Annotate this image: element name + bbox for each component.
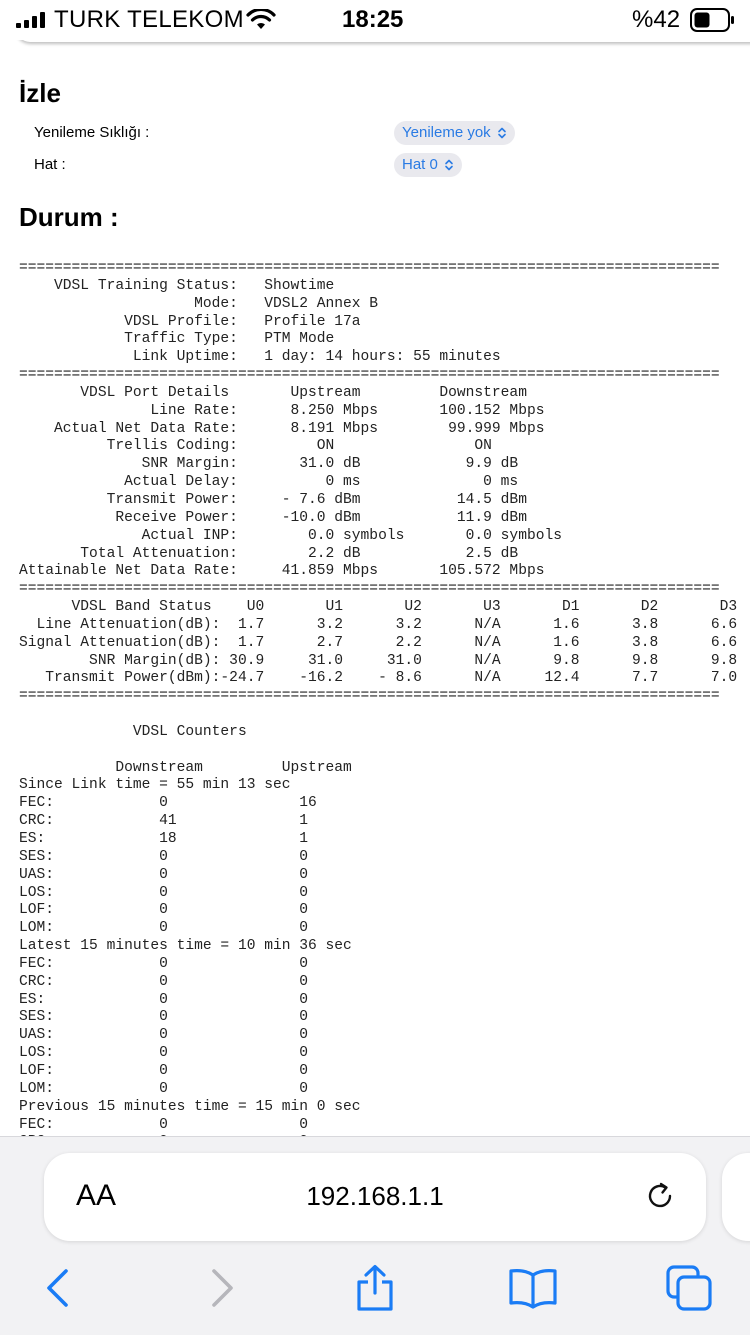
forward-icon (196, 1263, 246, 1313)
bookmarks-icon (508, 1263, 558, 1313)
share-icon (350, 1263, 400, 1313)
status-bar (0, 0, 750, 40)
text-size-label: AA (76, 1179, 117, 1212)
line-label: Hat : (34, 156, 66, 173)
share-button[interactable] (350, 1263, 400, 1313)
bookmarks-button[interactable] (508, 1263, 558, 1313)
back-button[interactable] (34, 1263, 84, 1313)
status-heading: Durum : (19, 202, 119, 232)
address-bar[interactable] (44, 1153, 706, 1241)
battery-icon (690, 8, 736, 32)
tabs-icon (664, 1263, 714, 1313)
chevron-up-down-icon (444, 159, 454, 171)
monitor-heading: İzle (19, 78, 61, 108)
line-select[interactable] (394, 153, 462, 177)
carrier-name: TURK TELEKOM (54, 6, 244, 33)
vdsl-status-report: ================================================================================ VDSL Training Status: Showtime Mode: VDSL2 Annex B VDSL Profile: Profile 17a Traffic Type: PTM Mode Link Uptime: 1 day: 14 hours: 55 minutes ================================================================================ VDSL Port Details Upstream Downstream Line Rate: 8.250 Mbps 100.152 Mbps Actual Net Data Rate: 8.191 Mbps 99.999 Mbps Trellis Coding: ON ON SNR Margin: 31.0 dB 9.9 dB Actual Delay: 0 ms 0 ms Transmit Power: - 7.6 dBm 14.5 dBm Receive Power: -10.0 dBm 11.9 dBm Actual INP: 0.0 symbols 0.0 symbols Total Attenuation: 2.2 dB 2.5 dB Attainable Net Data Rate: 41.859 Mbps 105.572 Mbps ================================================================================ VDSL Band Status U0 U1 U2 U3 D1 D2 D3 Line Attenuation(dB): 1.7 3.2 3.2 N/A 1.6 3.8 6.6 Signal Attenuation(dB): 1.7 2.7 2.2 N/A 1.6 3.8 6.6 SNR Margin(dB): 30.9 31.0 31.0 N/A 9.8 9.8 9.8 Transmit Power(dBm):-24.7 -16.2 - 8.6 N/A 12.4 7.7 7.0 ================================================================================ VDSL Counters Downstream Upstream Since Link time = 55 min 13 sec FEC: 0 16 CRC: 41 1 ES: 18 1 SES: 0 0 UAS: 0 0 LOS: 0 0 LOF: 0 0 LOM: 0 0 Latest 15 minutes time = 10 min 36 sec FEC: 0 0 CRC: 0 0 ES: 0 0 SES: 0 0 UAS: 0 0 LOS: 0 0 LOF: 0 0 LOM: 0 0 Previous 15 minutes time = 15 min 0 sec FEC: 0 0 (19, 260, 738, 1133)
refresh-rate-label: Yenileme Sıklığı : (34, 124, 150, 141)
chevron-up-down-icon (497, 127, 507, 139)
battery-percent: %42 (632, 6, 681, 33)
forward-button[interactable] (196, 1263, 246, 1313)
reload-icon[interactable] (644, 1179, 678, 1213)
wifi-icon (246, 9, 276, 31)
refresh-rate-select[interactable] (394, 121, 515, 145)
refresh-rate-value: Yenileme yok (402, 124, 491, 141)
browser-toolbar (0, 1136, 750, 1335)
url-text[interactable]: 192.168.1.1 (306, 1181, 444, 1211)
back-icon (34, 1263, 84, 1313)
next-tab-preview[interactable] (722, 1153, 750, 1241)
line-value: Hat 0 (402, 156, 438, 173)
clock: 18:25 (342, 6, 404, 33)
signal-icon (16, 12, 48, 28)
tabs-button[interactable] (664, 1263, 714, 1313)
